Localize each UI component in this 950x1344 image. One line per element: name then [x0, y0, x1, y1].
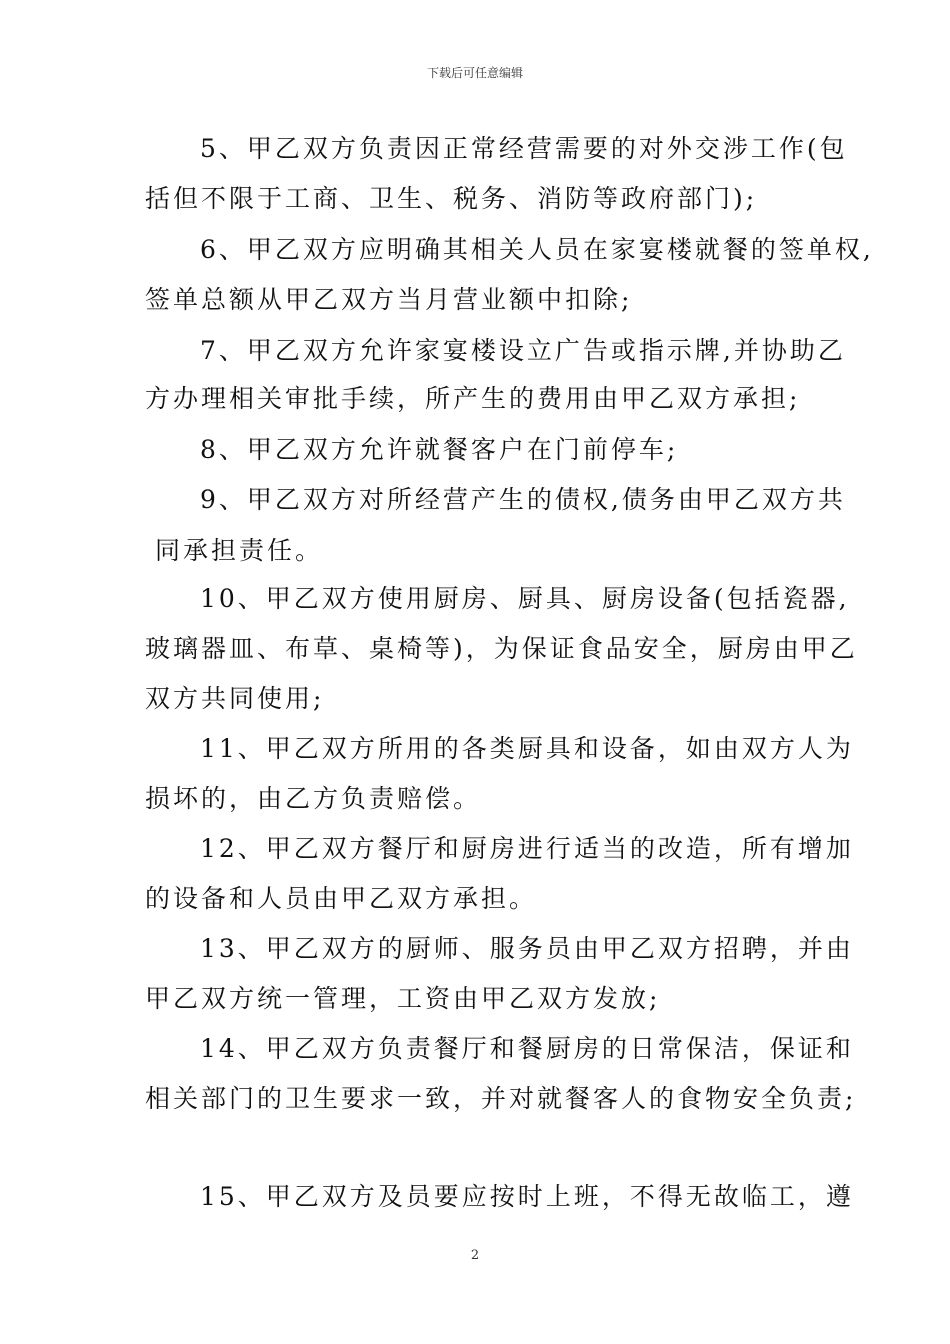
body-line: 玻璃器皿、布草、桌椅等)，为保证食品安全，厨房由甲乙	[145, 634, 858, 663]
body-line: 的设备和人员由甲乙双方承担。	[145, 884, 538, 913]
body-line: 14、甲乙双方负责餐厅和餐厨房的日常保洁，保证和	[200, 1034, 854, 1063]
body-line: 6、甲乙双方应明确其相关人员在家宴楼就餐的签单权,	[200, 235, 874, 264]
body-line: 10、甲乙双方使用厨房、厨具、厨房设备(包括瓷器,	[200, 584, 850, 613]
body-line: 双方共同使用;	[145, 684, 325, 713]
body-line: 5、甲乙双方负责因正常经营需要的对外交涉工作(包	[200, 134, 848, 163]
body-line: 11、甲乙双方所用的各类厨具和设备，如由双方人为	[200, 734, 854, 763]
body-line: 7、甲乙双方允许家宴楼设立广告或指示牌,并协助乙	[200, 336, 846, 365]
body-line: 12、甲乙双方餐厅和厨房进行适当的改造，所有增加	[200, 834, 854, 863]
body-line: 甲乙双方统一管理，工资由甲乙双方发放;	[145, 984, 661, 1013]
body-line: 方办理相关审批手续，所产生的费用由甲乙双方承担;	[145, 384, 801, 413]
body-line: 9、甲乙双方对所经营产生的债权,债务由甲乙双方共	[200, 485, 846, 514]
body-line: 损坏的，由乙方负责赔偿。	[145, 784, 482, 813]
body-line: 13、甲乙双方的厨师、服务员由甲乙双方招聘，并由	[200, 934, 854, 963]
page-header: 下载后可任意编辑	[426, 66, 523, 80]
body-line: 括但不限于工商、卫生、税务、消防等政府部门);	[145, 184, 758, 213]
body-line: 签单总额从甲乙双方当月营业额中扣除;	[145, 285, 633, 314]
body-line: 8、甲乙双方允许就餐客户在门前停车;	[200, 435, 679, 464]
body-line: 同承担责任。	[155, 536, 324, 565]
body-line: 15、甲乙双方及员要应按时上班，不得无故临工，遵	[200, 1182, 854, 1211]
page-number: 2	[470, 1248, 480, 1263]
body-line: 相关部门的卫生要求一致，并对就餐客人的食物安全负责;	[145, 1084, 857, 1113]
